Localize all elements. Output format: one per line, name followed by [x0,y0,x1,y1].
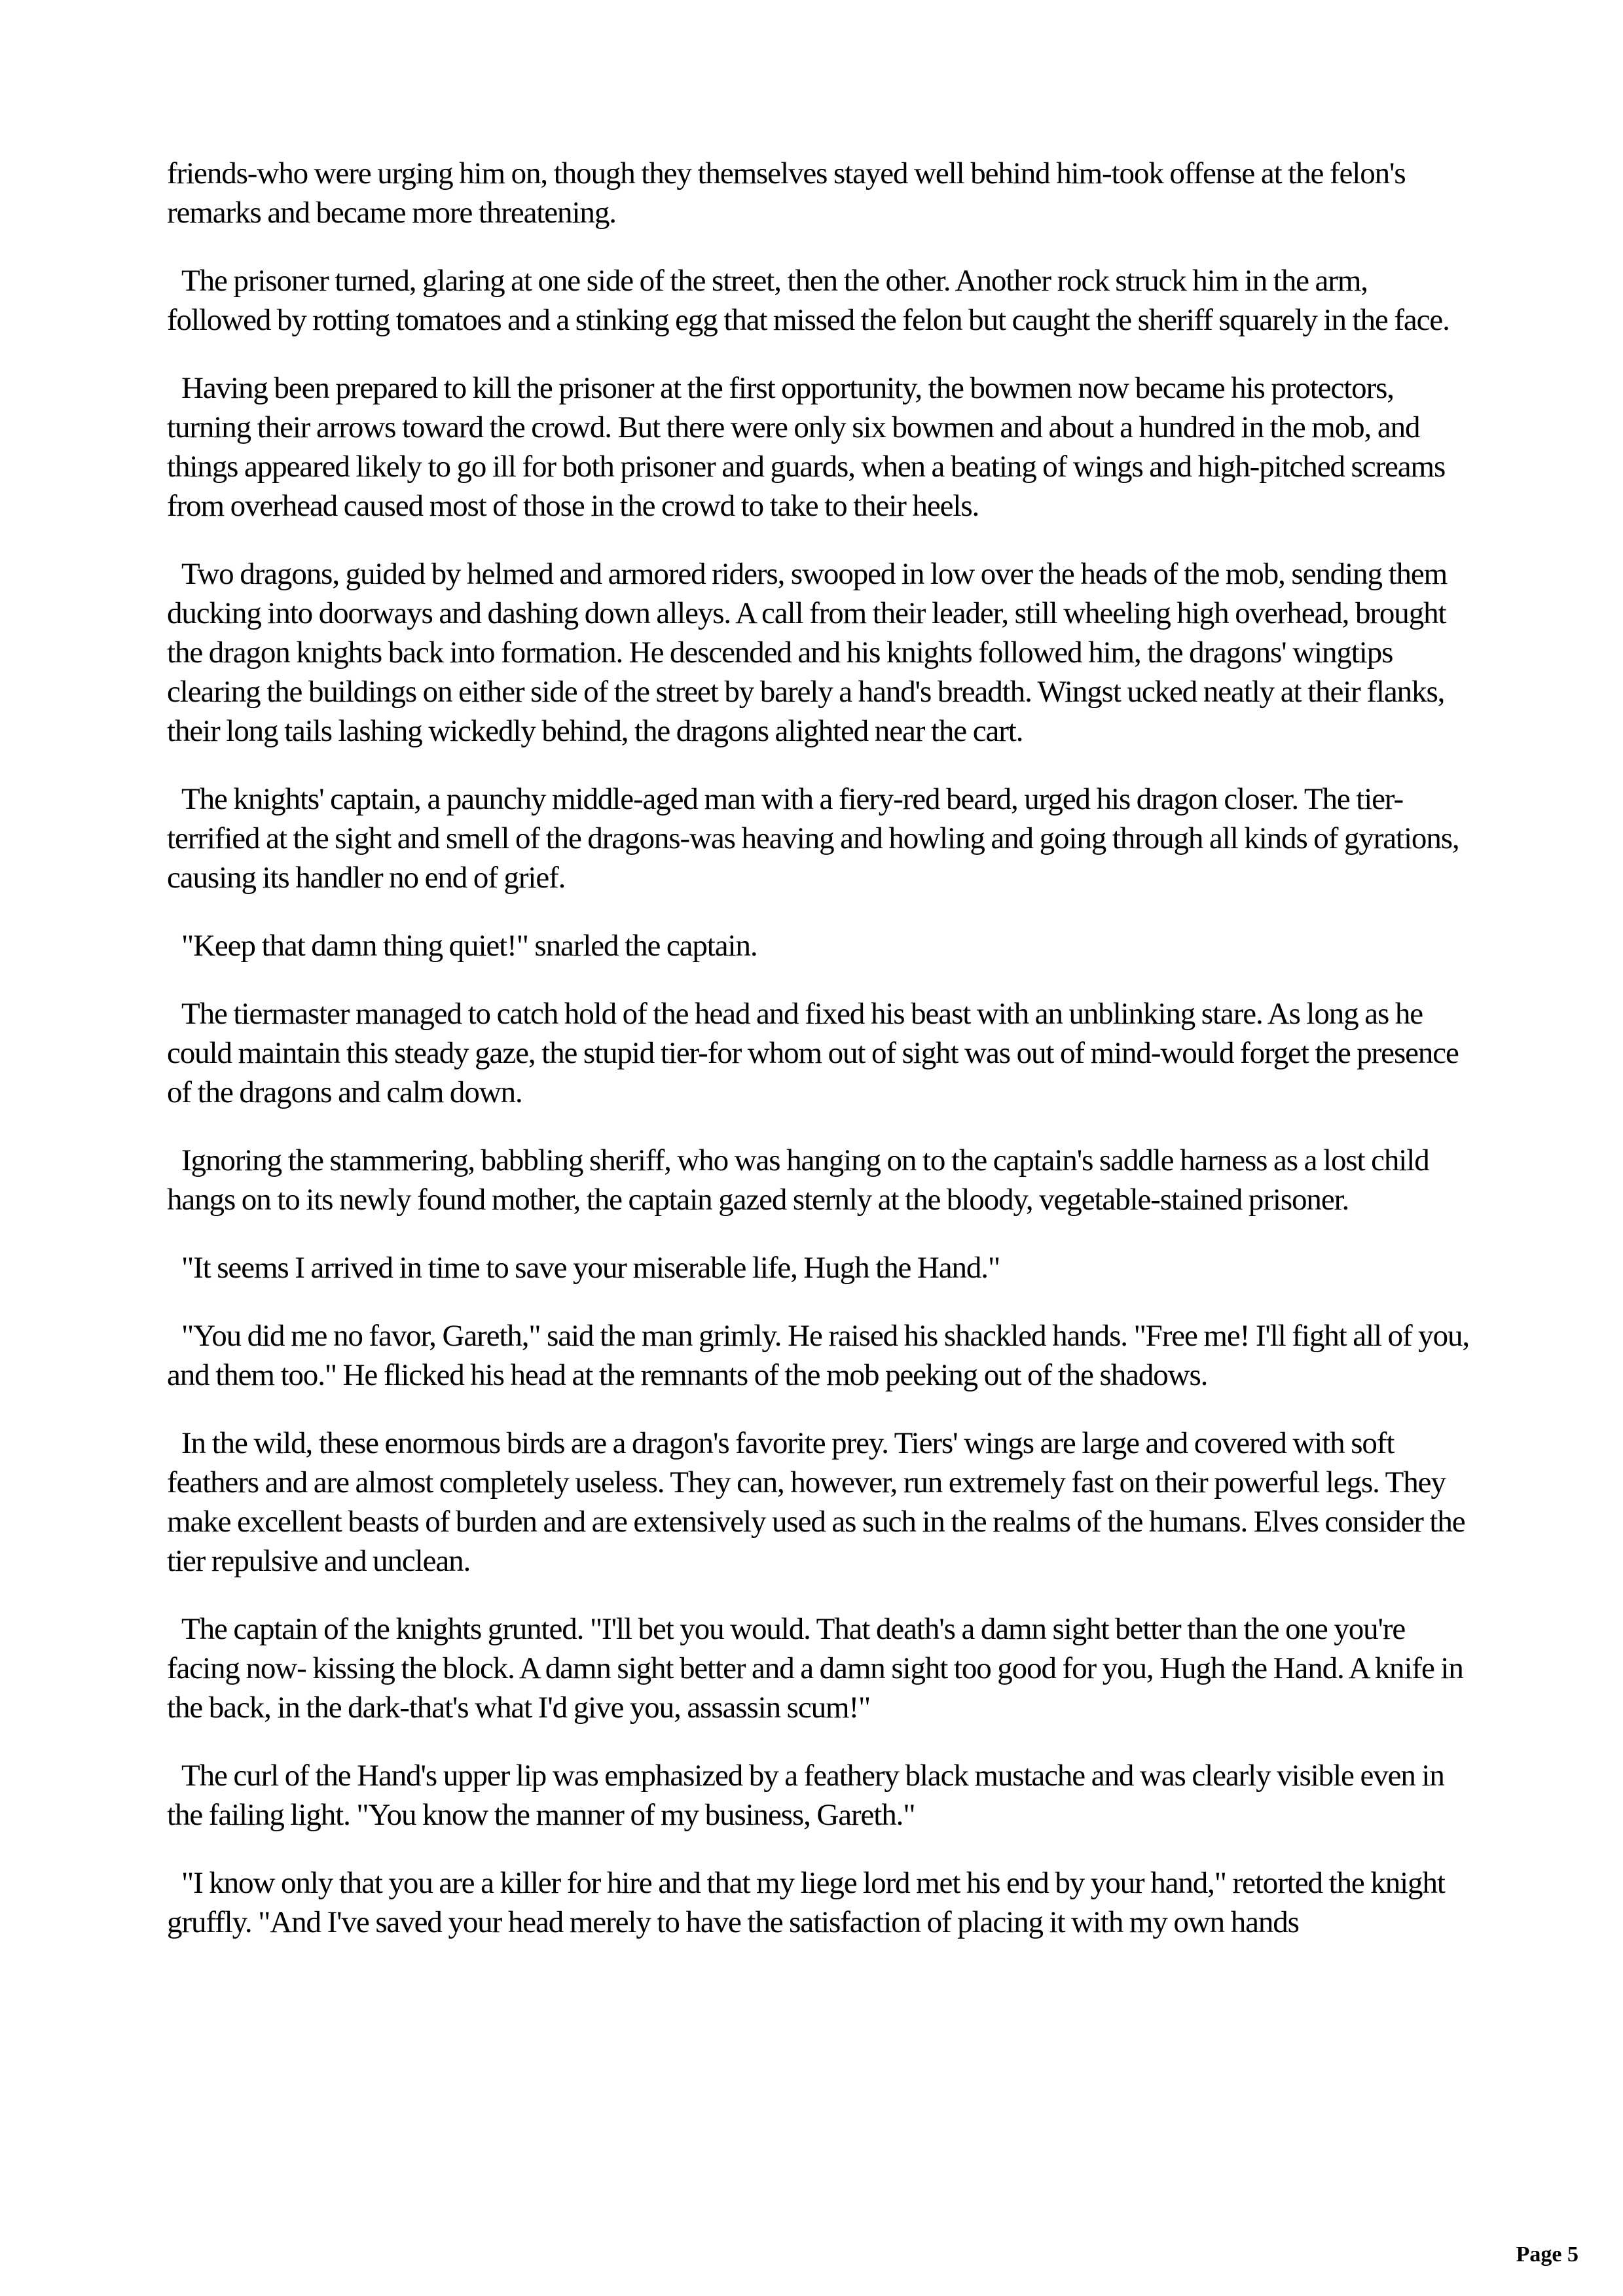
paragraph: The curl of the Hand's upper lip was emphasized by a feathery black mustache and was clearly visible even in the failing light. "You know the manner of my business, Gareth." [167,1759,1444,1832]
page-number: Page 5 [1516,2242,1578,2267]
paragraph: The knights' captain, a paunchy middle-aged man with a fiery-red beard, urged his dragon closer. The tier-terrified at the sight and smell of the dragons-was heaving and howling and going through all kinds of gyrations, causing its handler no end of grief. [167,782,1459,895]
page-body [167,154,1470,1971]
paragraph: The prisoner turned, glaring at one side of the street, then the other. Another rock struck him in the arm, followed by rotting tomatoes and a stinking egg that missed the felon but caught the sheriff squarely in the face. [167,264,1450,337]
paragraph: Having been prepared to kill the prisoner at the first opportunity, the bowmen now became his protectors, turning their arrows toward the crowd. But there were only six bowmen and about a hundred in the mob, and things appeared likely to go ill for both prisoner and guards, when a beating of wings and high-pitched screams from overhead caused most of those in the crowd to take to their heels. [167,371,1446,523]
paragraph: The tiermaster managed to catch hold of the head and fixed his beast with an unblinking stare. As long as he could maintain this steady gaze, the stupid tier-for whom out of sight was out of mind-would forget the presence of the dragons and calm down. [167,997,1459,1109]
paragraph: "You did me no favor, Gareth," said the man grimly. He raised his shackled hands. "Free me! I'll fight all of you, and them too." He flicked his head at the remnants of the mob peeking out of the shadows. [167,1319,1470,1392]
paragraph: "I know only that you are a killer for hire and that my liege lord met his end by your hand," retorted the knight gruffly. "And I've saved your head merely to have the satisfaction of placing it with my own hands [167,1866,1445,1939]
paragraph: The captain of the knights grunted. "I'll bet you would. That death's a damn sight better than the one you're facing now- kissing the block. A damn sight better and a damn sight too good for you, Hugh the Hand. A knife in the back, in the dark-that's what I'd give you, assassin scum!" [167,1612,1463,1725]
paragraph: Ignoring the stammering, babbling sheriff, who was hanging on to the captain's saddle harness as a lost child hangs on to its newly found mother, the captain gazed sternly at the bloody, vegetable-stained prisoner. [167,1143,1429,1217]
paragraph: friends-who were urging him on, though they themselves stayed well behind him-took offense at the felon's remarks and became more threatening. [167,156,1406,230]
paragraph: "Keep that damn thing quiet!" snarled the captain. [181,929,757,963]
paragraph: In the wild, these enormous birds are a dragon's favorite prey. Tiers' wings are large and covered with soft feathers and are almost completely useless. They can, however, run extremely fast on their powerful legs. They make excellent beasts of burden and are extensively used as such in the realms of the humans. Elves consider the tier repulsive and unclean. [167,1426,1465,1578]
paragraph: "It seems I arrived in time to save your miserable life, Hugh the Hand." [181,1251,1000,1285]
paragraph: Two dragons, guided by helmed and armored riders, swooped in low over the heads of the mob, sending them ducking into doorways and dashing down alleys. A call from their leader, still wheeling high overhead, brought the dragon knights back into formation. He descended and his knights followed him, the dragons' wingtips clearing the buildings on either side of the street by barely a hand's breadth. Wingst ucked neatly at their flanks, their long tails lashing wickedly behind, the dragons alighted near the cart. [167,557,1448,748]
